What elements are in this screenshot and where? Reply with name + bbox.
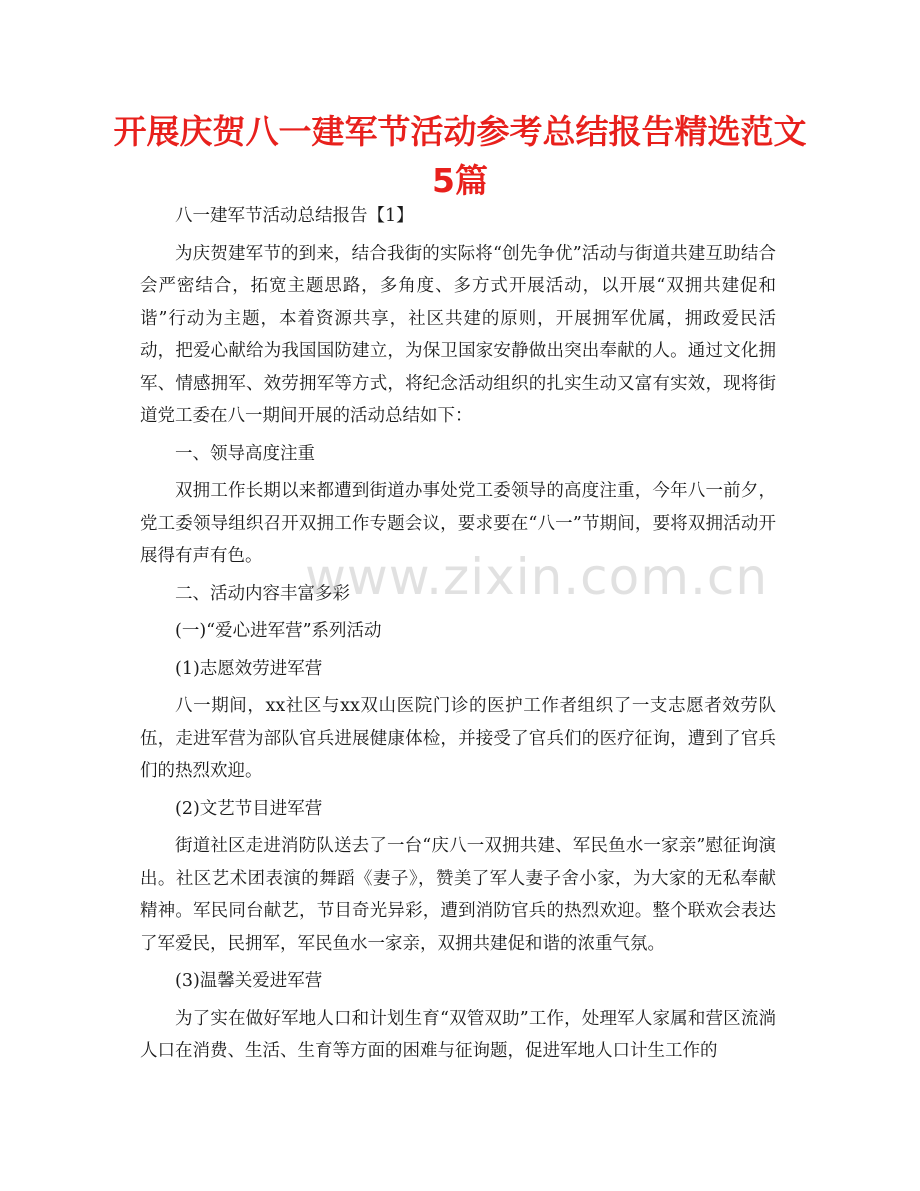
item-heading-care: (3)温馨关爱进军营 <box>175 971 323 991</box>
document-title-line-1: 开展庆贺八一建军节活动参考总结报告精选范文 <box>113 112 807 151</box>
paragraph-care: 为了实在做好军地人口和计划生育“双管双助”工作，处理军人家属和营区流淌人口在消费、生活、生育等方面的困难与征询题，促进军地人口计生工作的 <box>140 1008 776 1061</box>
document-body <box>140 200 776 1073</box>
subsection-heading-love-campaign: (一)“爱心进军营”系列活动 <box>175 621 382 641</box>
paragraph-performance: 街道社区走进消防队送去了一台“庆八一双拥共建、军民鱼水一家亲”慰征询演出。社区艺术团表演的舞蹈《妻子》，赞美了军人妻子舍小家，为大家的无私奉献精神。军民同台献艺，节目奇光异彩，遭到消防官兵的热烈欢迎。整个联欢会表达了军爱民，民拥军，军民鱼水一家亲，双拥共建促和谐的浓重气氛。 <box>140 836 776 954</box>
item-heading-performance: (2)文艺节目进军营 <box>175 798 323 819</box>
section-heading-leadership: 一、领导高度注重 <box>175 443 315 464</box>
paragraph-intro: 为庆贺建军节的到来，结合我街的实际将“创先争优”活动与街道共建互助结合会严密结合，拓宽主题思路，多角度、多方式开展活动，以开展“双拥共建促和谐”行动为主题，本着资源共享，社区共建的原则，开展拥军优属，拥政爱民活动，把爱心献给为我国国防建立，为保卫国家安静做出突出奉献的人。通过文化拥军、情感拥军、效劳拥军等方式，将纪念活动组织的扎实生动又富有实效，现将街道党工委在八一期间开展的活动总结如下： <box>140 243 776 426</box>
item-heading-volunteer: (1)志愿效劳进军营 <box>175 658 323 679</box>
section-heading-activities: 二、活动内容丰富多彩 <box>175 583 350 604</box>
paragraph-volunteer: 八一期间，xx社区与xx双山医院门诊的医护工作者组织了一支志愿者效劳队伍，走进军营为部队官兵进展健康体检，并接受了官兵们的医疗征询，遭到了官兵们的热烈欢迎。 <box>140 696 776 781</box>
section-heading-report-1: 八一建军节活动总结报告【1】 <box>175 206 414 226</box>
paragraph-leadership: 双拥工作长期以来都遭到街道办事处党工委领导的高度注重，今年八一前夕，党工委领导组织召开双拥工作专题会议，要求要在“八一”节期间，要将双拥活动开展得有声有色。 <box>140 481 776 566</box>
watermark: www.zixin.com.cn <box>305 548 769 606</box>
document-title-line-2: 5篇 <box>432 161 488 200</box>
